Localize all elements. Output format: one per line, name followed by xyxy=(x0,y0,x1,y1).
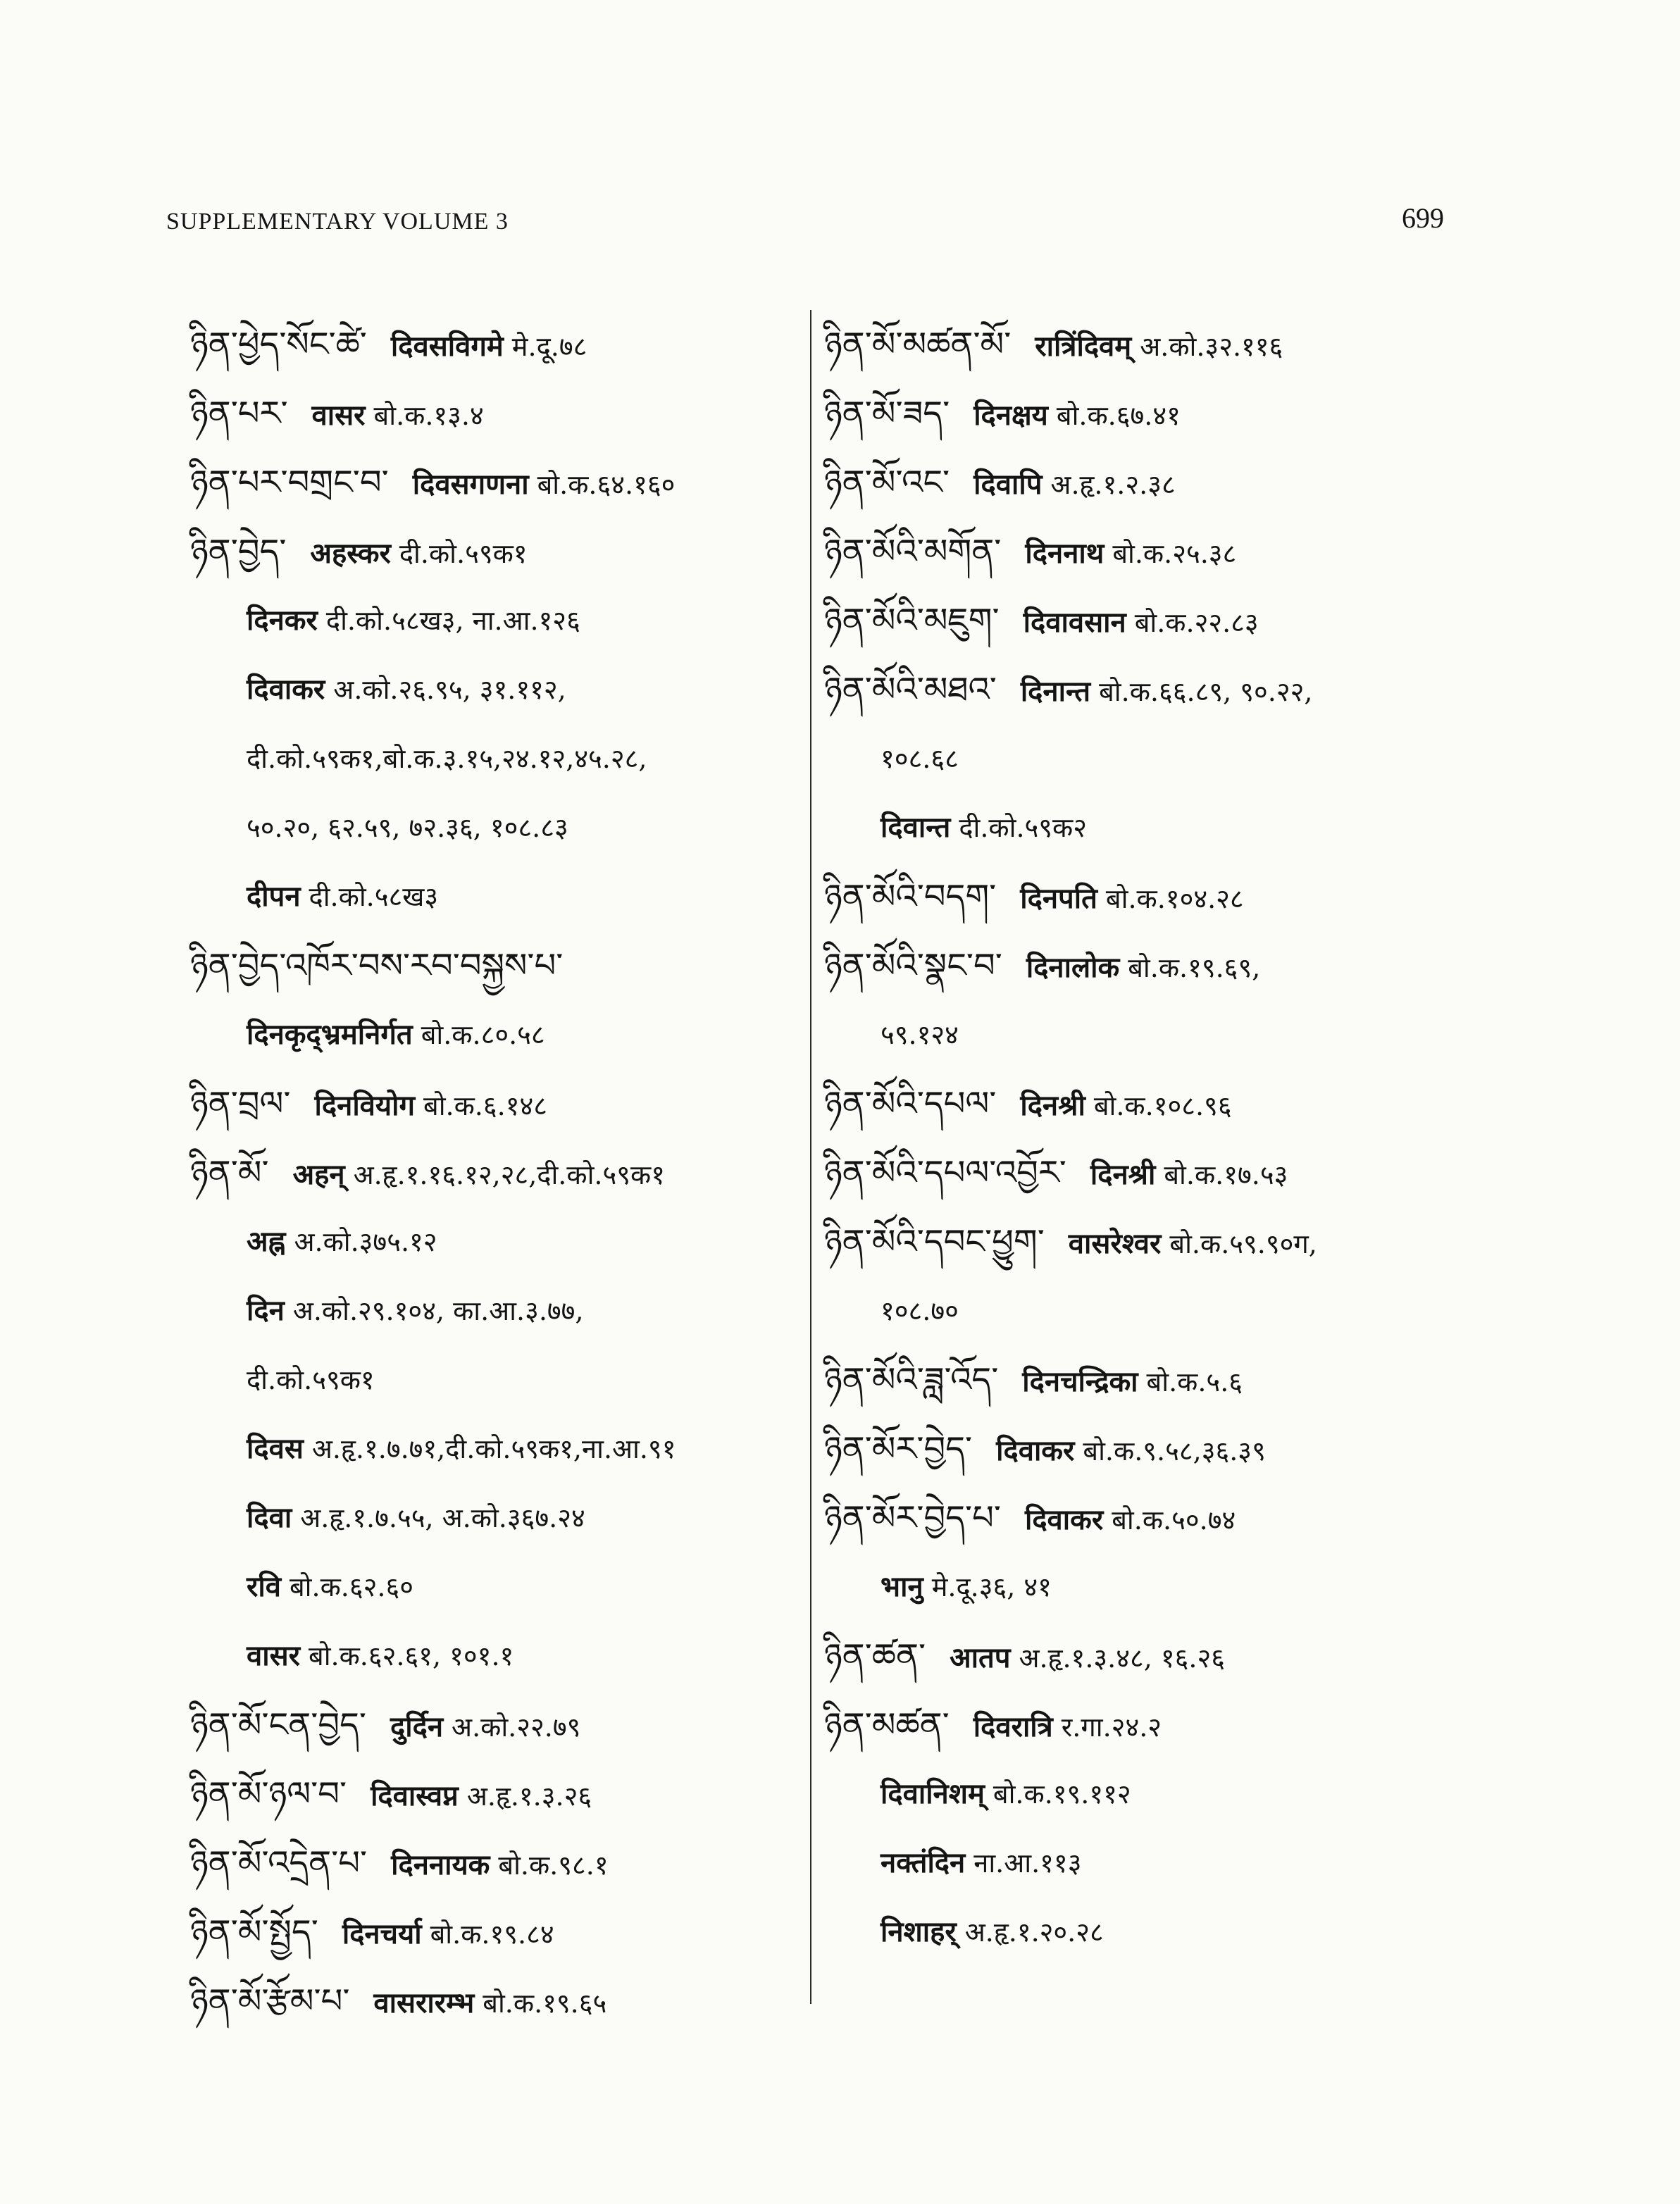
entry-line xyxy=(190,1967,768,2036)
sanskrit-term: दिवापि xyxy=(973,468,1043,501)
sub-entry-line xyxy=(190,862,768,931)
sub-entry-line xyxy=(190,1621,768,1691)
source-reference: बो.क.२५.३८ xyxy=(1112,538,1237,569)
source-reference: बो.क.६२.६० xyxy=(289,1571,413,1602)
source-reference: मे.दू.७८ xyxy=(511,331,587,362)
source-reference: बो.क.१९.८४ xyxy=(430,1919,554,1950)
sanskrit-term: दिनकृद्भ्रमनिर्गत xyxy=(247,1018,413,1051)
tibetan-headword: ཉིན་མོའི་མཇུག་ xyxy=(824,601,1000,640)
tibetan-headword: ཉིན་མོ་འདྲེན་པ་ xyxy=(190,1843,368,1883)
entry-line xyxy=(824,1483,1486,1552)
sanskrit-term: दिनालोक xyxy=(1026,951,1120,984)
entry-line xyxy=(824,862,1486,931)
source-reference: अ.को.२२.७९ xyxy=(452,1712,581,1743)
sanskrit-term: रवि xyxy=(247,1570,281,1603)
source-reference: दी.को.५८ख३ xyxy=(309,881,439,912)
tibetan-headword: ཉིན་མོ་འང་ xyxy=(824,463,950,502)
source-reference: बो.क.१३.४ xyxy=(373,400,484,431)
source-reference: बो.क.१९.११२ xyxy=(993,1779,1131,1810)
sub-entry-line xyxy=(190,655,768,724)
sub-entry-line xyxy=(824,793,1486,862)
sanskrit-term: दिवा xyxy=(247,1501,292,1534)
sanskrit-term: अहन् xyxy=(292,1158,345,1191)
source-reference: अ.हृ.१.३.४८, १६.२६ xyxy=(1019,1643,1226,1674)
entry-line xyxy=(824,586,1486,655)
entry-line xyxy=(824,1207,1486,1276)
source-reference: ५९.१२४ xyxy=(881,1019,959,1050)
source-reference: अ.को.२९.१०४, का.आ.३.७७, xyxy=(292,1295,584,1326)
tibetan-headword: ཉིན་ཕྱེད་སོང་ཚེ་ xyxy=(190,325,367,364)
sanskrit-term: दिवस xyxy=(247,1432,304,1465)
sanskrit-term: दिनवियोग xyxy=(314,1089,415,1122)
tibetan-headword: ཉིན་མོ་མཚན་མོ་ xyxy=(824,325,1012,364)
source-reference: दी.को.५९क१,बो.क.३.१५,२४.१२,४५.२८, xyxy=(247,743,647,774)
entry-line xyxy=(190,1829,768,1898)
entry-line xyxy=(824,1069,1486,1138)
tibetan-headword: ཉིན་མོ་ xyxy=(190,1153,269,1193)
right-column xyxy=(824,310,1486,1967)
entry-line xyxy=(824,655,1486,724)
sanskrit-term: दिननायक xyxy=(391,1848,490,1881)
tibetan-headword: ཉིན་མོ་ཉལ་བ་ xyxy=(190,1774,347,1814)
entry-line xyxy=(190,1898,768,1967)
source-reference: अ.को.३७५.१२ xyxy=(294,1226,437,1257)
sanskrit-term: निशाहर् xyxy=(881,1915,957,1948)
tibetan-headword: ཉིན་མོ་ཟད་ xyxy=(824,394,950,433)
entry-line xyxy=(824,379,1486,448)
source-reference: अ.हृ.१.२.३८ xyxy=(1050,469,1176,500)
sub-entry-line xyxy=(190,1000,768,1069)
tibetan-headword: ཉིན་མཚན་ xyxy=(824,1705,950,1745)
source-reference: बो.क.६६.८९, ९०.२२, xyxy=(1099,676,1313,707)
entry-line xyxy=(190,379,768,448)
sanskrit-term: दिवास्वप्न xyxy=(371,1779,459,1812)
sanskrit-term: दिनपति xyxy=(1020,882,1097,915)
sanskrit-term: दिनक्षय xyxy=(973,399,1048,432)
source-reference: बो.क.९८.१ xyxy=(498,1850,609,1881)
source-reference: बो.क.६.१४८ xyxy=(423,1090,548,1121)
tibetan-headword: ཉིན་མོའི་དཔལ་ xyxy=(824,1084,997,1123)
sanskrit-term: दिन xyxy=(247,1294,285,1327)
source-reference: अ.हृ.१.३.२६ xyxy=(466,1781,592,1812)
entry-line xyxy=(824,448,1486,517)
sanskrit-term: अह्न xyxy=(247,1225,286,1258)
source-reference: अ.हृ.१.२०.२८ xyxy=(964,1917,1104,1948)
sub-entry-line xyxy=(190,1414,768,1483)
column-divider xyxy=(810,310,811,2004)
tibetan-headword: ཉིན་མོའི་ཟླ་འོད་ xyxy=(824,1360,999,1400)
source-reference: बो.क.१०४.२८ xyxy=(1105,883,1244,914)
source-reference: बो.क.१९.६९, xyxy=(1128,952,1261,983)
entry-line xyxy=(190,1138,768,1207)
sanskrit-term: वासर xyxy=(247,1639,300,1672)
source-reference: बो.क.१०८.९६ xyxy=(1093,1090,1232,1121)
source-reference: बो.क.६४.१६० xyxy=(537,469,676,500)
source-reference: अ.को.२६.९५, ३१.११२, xyxy=(333,674,566,705)
tibetan-headword: ཉིན་མོར་བྱེད་པ་ xyxy=(824,1498,1001,1538)
entry-line xyxy=(824,931,1486,1000)
source-reference: बो.क.५०.७४ xyxy=(1112,1505,1236,1536)
sub-entry-line xyxy=(190,1276,768,1345)
sub-entry-line xyxy=(190,1207,768,1276)
sanskrit-term: नक्तंदिन xyxy=(881,1846,966,1879)
sanskrit-term: रात्रिंदिवम् xyxy=(1035,330,1132,363)
tibetan-headword: ཉིན་མོ་སྤྱོད་ xyxy=(190,1912,318,1952)
tibetan-headword: ཉིན་མོའི་བདག་ xyxy=(824,877,997,916)
source-reference: अ.हृ.१.१६.१२,२८,दी.को.५९क१ xyxy=(353,1159,665,1190)
source-reference: १०८.७० xyxy=(881,1295,959,1326)
entry-line xyxy=(824,1691,1486,1760)
source-reference: मे.दू.३६, ४१ xyxy=(931,1571,1052,1602)
source-reference: ना.आ.११३ xyxy=(973,1848,1082,1879)
source-reference: बो.क.९.५८,३६.३९ xyxy=(1083,1436,1266,1467)
running-title: SUPPLEMENTARY VOLUME 3 xyxy=(166,208,509,235)
source-reference: दी.को.५९क१ xyxy=(399,538,528,569)
tibetan-headword: ཉིན་མོ་ངན་བྱེད་ xyxy=(190,1705,366,1745)
source-reference: दी.को.५८ख३, ना.आ.१२६ xyxy=(325,605,580,636)
tibetan-headword: ཉིན་པར་བགྲང་བ་ xyxy=(190,463,389,502)
tibetan-headword: ཉིན་མོའི་མཐའ་ xyxy=(824,670,997,709)
sub-entry-line xyxy=(190,1483,768,1552)
entry-line xyxy=(190,517,768,586)
sanskrit-term: दिवावसान xyxy=(1023,606,1126,639)
source-reference: बो.क.२२.८३ xyxy=(1134,607,1259,638)
source-reference: र.गा.२४.२ xyxy=(1061,1712,1162,1743)
entry-line xyxy=(824,1414,1486,1483)
source-reference: बो.क.६७.४१ xyxy=(1056,400,1181,431)
sub-entry-line xyxy=(824,1552,1486,1621)
source-reference: बो.क.१९.६५ xyxy=(483,1988,607,2019)
sanskrit-term: दिवसविगमे xyxy=(390,330,504,363)
sub-entry-line xyxy=(190,1345,768,1414)
source-reference: दी.को.५९क२ xyxy=(959,812,1087,843)
sub-entry-line xyxy=(824,1898,1486,1967)
sub-entry-line xyxy=(190,1552,768,1621)
sanskrit-term: दिनचन्द्रिका xyxy=(1022,1365,1138,1398)
tibetan-headword: ཉིན་མོའི་སྣང་བ་ xyxy=(824,946,1002,985)
source-reference: ५०.२०, ६२.५९, ७२.३६, १०८.८३ xyxy=(247,812,568,843)
entry-line xyxy=(190,1069,768,1138)
sanskrit-term: दिनकर xyxy=(247,604,318,637)
entry-line xyxy=(824,517,1486,586)
entry-line xyxy=(824,1621,1486,1691)
tibetan-headword: ཉིན་མོའི་དཔལ་འབྱོར་ xyxy=(824,1153,1066,1193)
source-reference: बो.क.५९.९०ग, xyxy=(1169,1228,1317,1259)
sanskrit-term: दिवाकर xyxy=(247,673,325,706)
tibetan-headword: ཉིན་མོའི་དབང་ཕྱུག་ xyxy=(824,1222,1045,1262)
entry-line xyxy=(190,1760,768,1829)
left-column xyxy=(190,310,768,2036)
tibetan-headword: ཉིན་བྲལ་ xyxy=(190,1084,291,1123)
sanskrit-term: दिवाकर xyxy=(1024,1503,1104,1536)
sanskrit-term: आतप xyxy=(950,1641,1011,1674)
source-reference: बो.क.५.६ xyxy=(1146,1366,1243,1397)
sanskrit-term: भानु xyxy=(881,1570,923,1603)
sanskrit-term: दिवरात्रि xyxy=(973,1710,1053,1743)
entry-line xyxy=(824,1345,1486,1414)
sanskrit-term: दिनचर्या xyxy=(342,1917,422,1950)
source-reference: अ.को.३२.११६ xyxy=(1140,331,1283,362)
source-reference: बो.क.१७.५३ xyxy=(1164,1159,1288,1190)
sanskrit-term: दिनान्त xyxy=(1020,675,1091,708)
tibetan-headword: ཉིན་བྱེད་ xyxy=(190,532,287,571)
sub-entry-line xyxy=(824,1760,1486,1829)
sanskrit-term: वासरारम्भ xyxy=(373,1986,475,2019)
entry-line xyxy=(824,310,1486,379)
tibetan-headword: ཉིན་མོ་རྩོམ་པ་ xyxy=(190,1981,350,2021)
sanskrit-term: दिवानिशम् xyxy=(881,1777,985,1810)
source-reference: अ.हृ.१.७.७१,दी.को.५९क१,ना.आ.९१ xyxy=(311,1433,676,1464)
tibetan-headword: ཉིན་བྱེད་འཁོར་བས་རབ་བསྐྱས་པ་ xyxy=(190,946,564,985)
sanskrit-term: दिनश्री xyxy=(1090,1158,1156,1191)
source-reference: अ.हृ.१.७.५५, अ.को.३६७.२४ xyxy=(300,1502,585,1533)
tibetan-headword: ཉིན་ཚན་ xyxy=(824,1636,926,1676)
entry-line xyxy=(190,310,768,379)
sub-entry-line xyxy=(190,724,768,793)
sanskrit-term: दिवान्त xyxy=(881,811,951,844)
sanskrit-term: वासरेश्वर xyxy=(1068,1227,1162,1260)
tibetan-headword: ཉིན་མོར་བྱེད་ xyxy=(824,1429,973,1469)
tibetan-headword: ཉིན་མོའི་མགོན་ xyxy=(824,532,1002,571)
sanskrit-term: दिवसगणना xyxy=(412,468,529,501)
sub-entry-line xyxy=(190,586,768,655)
source-reference: दी.को.५९क१ xyxy=(247,1364,375,1395)
sub-entry-line xyxy=(824,1000,1486,1069)
sanskrit-term: दुर्दिन xyxy=(390,1710,444,1743)
tibetan-headword: ཉིན་པར་ xyxy=(190,394,288,433)
sanskrit-term: दीपन xyxy=(247,880,301,913)
sanskrit-term: दिननाथ xyxy=(1025,537,1105,570)
sub-entry-line xyxy=(824,1829,1486,1898)
sanskrit-term: दिनश्री xyxy=(1020,1089,1085,1122)
source-reference: बो.क.८०.५८ xyxy=(421,1019,545,1050)
sub-entry-line xyxy=(824,724,1486,793)
sanskrit-term: अहस्कर xyxy=(310,537,391,570)
entry-line xyxy=(824,1138,1486,1207)
sub-entry-line xyxy=(190,793,768,862)
source-reference: बो.क.६२.६१, १०१.१ xyxy=(309,1640,514,1671)
entry-line xyxy=(190,1691,768,1760)
source-reference: १०८.६८ xyxy=(881,743,959,774)
entry-line xyxy=(190,448,768,517)
page-number: 699 xyxy=(1402,202,1444,234)
sanskrit-term: वासर xyxy=(311,399,366,432)
sanskrit-term: दिवाकर xyxy=(996,1434,1075,1467)
sub-entry-line xyxy=(824,1276,1486,1345)
entry-line xyxy=(190,931,768,1000)
